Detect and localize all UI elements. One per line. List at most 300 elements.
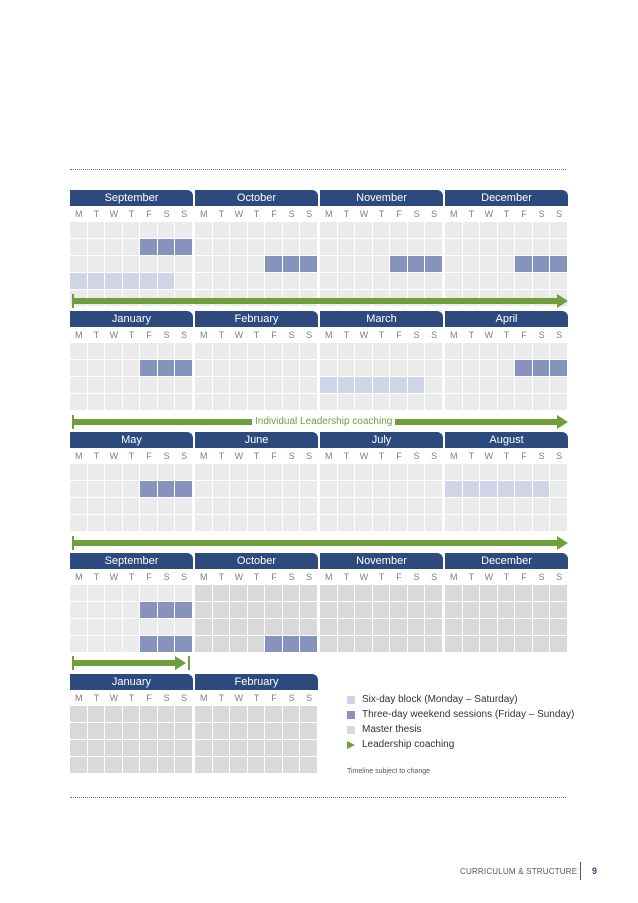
day-cell xyxy=(158,481,176,498)
day-cell xyxy=(515,464,533,481)
day-cell xyxy=(70,706,88,723)
day-cell xyxy=(480,222,498,239)
day-cell xyxy=(408,360,426,377)
weekday-label: S xyxy=(181,451,188,461)
weekday-label: F xyxy=(521,451,527,461)
weekday-label: T xyxy=(343,572,350,582)
day-cell xyxy=(105,740,123,757)
day-cell xyxy=(445,585,463,602)
day-cell xyxy=(175,394,193,411)
day-cell xyxy=(175,360,193,377)
day-grid xyxy=(70,585,193,653)
weekday-label: M xyxy=(450,572,458,582)
day-cell xyxy=(425,619,443,636)
day-cell xyxy=(213,222,231,239)
day-cell xyxy=(248,256,266,273)
day-grid xyxy=(70,464,193,532)
day-cell xyxy=(338,585,356,602)
day-cell xyxy=(498,343,516,360)
day-cell xyxy=(230,481,248,498)
weekday-label: S xyxy=(413,572,420,582)
day-cell xyxy=(445,394,463,411)
day-cell xyxy=(425,636,443,653)
month-july xyxy=(320,432,443,532)
weekday-label: F xyxy=(271,330,277,340)
day-cell xyxy=(105,723,123,740)
day-cell xyxy=(300,222,318,239)
day-cell xyxy=(373,515,391,532)
day-cell xyxy=(230,360,248,377)
day-cell xyxy=(123,602,141,619)
day-cell xyxy=(158,515,176,532)
day-cell xyxy=(248,740,266,757)
day-cell xyxy=(175,740,193,757)
day-cell xyxy=(283,636,301,653)
day-cell xyxy=(158,498,176,515)
day-cell xyxy=(265,602,283,619)
day-cell xyxy=(123,498,141,515)
day-cell xyxy=(230,377,248,394)
day-grid xyxy=(445,464,568,532)
day-cell xyxy=(230,602,248,619)
day-cell xyxy=(195,239,213,256)
day-cell xyxy=(300,343,318,360)
day-cell xyxy=(70,585,88,602)
day-cell xyxy=(105,619,123,636)
coaching-arrow xyxy=(72,656,190,670)
day-cell xyxy=(480,273,498,290)
weekday-label: S xyxy=(556,572,563,582)
day-cell xyxy=(355,360,373,377)
day-cell xyxy=(265,256,283,273)
day-cell xyxy=(265,394,283,411)
day-cell xyxy=(445,515,463,532)
day-cell xyxy=(140,256,158,273)
month-september xyxy=(70,553,193,653)
day-cell xyxy=(158,394,176,411)
day-cell xyxy=(390,377,408,394)
day-cell xyxy=(158,273,176,290)
weekday-label: S xyxy=(288,572,295,582)
day-cell xyxy=(70,723,88,740)
day-cell xyxy=(550,481,568,498)
legend xyxy=(347,692,574,752)
month-header: May xyxy=(70,432,193,448)
weekday-label: T xyxy=(128,330,135,340)
day-cell xyxy=(300,360,318,377)
day-cell xyxy=(70,740,88,757)
month-header: June xyxy=(195,432,318,448)
day-cell xyxy=(480,394,498,411)
day-cell xyxy=(123,740,141,757)
day-cell xyxy=(283,273,301,290)
day-cell xyxy=(463,377,481,394)
month-header: November xyxy=(320,553,443,569)
day-cell xyxy=(123,377,141,394)
weekday-label: S xyxy=(163,572,170,582)
day-cell xyxy=(338,222,356,239)
day-cell xyxy=(283,256,301,273)
day-cell xyxy=(105,481,123,498)
weekday-label: W xyxy=(359,451,369,461)
day-cell xyxy=(355,585,373,602)
arrow-shaft xyxy=(72,540,558,546)
day-cell xyxy=(300,256,318,273)
day-cell xyxy=(480,343,498,360)
month-november xyxy=(320,553,443,653)
day-cell xyxy=(390,498,408,515)
day-cell xyxy=(195,343,213,360)
day-cell xyxy=(105,360,123,377)
day-cell xyxy=(533,498,551,515)
weekday-label: S xyxy=(431,209,438,219)
day-cell xyxy=(123,394,141,411)
day-cell xyxy=(550,585,568,602)
day-cell xyxy=(175,723,193,740)
month-october xyxy=(195,190,318,307)
day-cell xyxy=(445,602,463,619)
day-cell xyxy=(88,515,106,532)
day-cell xyxy=(88,481,106,498)
legend-label: Leadership coaching xyxy=(362,739,455,750)
weekday-label: T xyxy=(218,330,225,340)
day-cell xyxy=(230,498,248,515)
day-cell xyxy=(480,602,498,619)
day-cell xyxy=(195,740,213,757)
arrow-right-icon xyxy=(557,294,568,308)
month-december xyxy=(445,553,568,653)
weekday-label: T xyxy=(503,451,510,461)
day-cell xyxy=(230,740,248,757)
day-cell xyxy=(390,481,408,498)
day-cell xyxy=(88,464,106,481)
day-cell xyxy=(355,343,373,360)
month-january xyxy=(70,311,193,411)
day-cell xyxy=(213,239,231,256)
day-cell xyxy=(195,273,213,290)
day-cell xyxy=(515,515,533,532)
weekday-row xyxy=(195,206,318,222)
day-cell xyxy=(390,239,408,256)
weekday-label: T xyxy=(468,330,475,340)
day-cell xyxy=(533,602,551,619)
day-cell xyxy=(105,757,123,774)
day-cell xyxy=(373,343,391,360)
weekday-label: F xyxy=(146,693,152,703)
day-cell xyxy=(283,602,301,619)
day-cell xyxy=(175,619,193,636)
day-cell xyxy=(355,481,373,498)
day-cell xyxy=(550,343,568,360)
day-cell xyxy=(175,515,193,532)
day-cell xyxy=(105,256,123,273)
day-cell xyxy=(373,602,391,619)
day-cell xyxy=(338,481,356,498)
day-cell xyxy=(213,394,231,411)
day-cell xyxy=(265,377,283,394)
day-cell xyxy=(408,273,426,290)
day-cell xyxy=(498,498,516,515)
day-cell xyxy=(70,239,88,256)
day-cell xyxy=(408,636,426,653)
weekday-label: S xyxy=(431,330,438,340)
day-cell xyxy=(140,619,158,636)
weekday-row xyxy=(70,690,193,706)
weekday-label: S xyxy=(538,209,545,219)
day-cell xyxy=(515,619,533,636)
day-cell xyxy=(213,619,231,636)
day-cell xyxy=(158,464,176,481)
day-cell xyxy=(533,239,551,256)
day-cell xyxy=(320,273,338,290)
day-cell xyxy=(338,394,356,411)
day-cell xyxy=(213,723,231,740)
day-cell xyxy=(463,464,481,481)
day-cell xyxy=(195,619,213,636)
day-cell xyxy=(88,706,106,723)
day-cell xyxy=(88,723,106,740)
day-cell xyxy=(338,464,356,481)
day-cell xyxy=(123,239,141,256)
weekday-label: W xyxy=(359,572,369,582)
day-cell xyxy=(283,740,301,757)
day-cell xyxy=(498,360,516,377)
day-cell xyxy=(105,515,123,532)
day-cell xyxy=(248,585,266,602)
weekday-label: T xyxy=(503,572,510,582)
day-cell xyxy=(445,481,463,498)
weekday-label: S xyxy=(181,209,188,219)
day-cell xyxy=(498,273,516,290)
day-cell xyxy=(463,619,481,636)
weekday-label: T xyxy=(93,693,100,703)
day-cell xyxy=(408,498,426,515)
day-cell xyxy=(175,273,193,290)
bottom-divider xyxy=(70,797,566,798)
day-cell xyxy=(533,464,551,481)
weekday-label: T xyxy=(93,330,100,340)
day-cell xyxy=(300,273,318,290)
day-cell xyxy=(498,394,516,411)
legend-label: Three-day weekend sessions (Friday – Sunday) xyxy=(362,709,575,720)
weekday-label: T xyxy=(378,572,385,582)
weekend-swatch-icon xyxy=(347,711,355,719)
weekday-label: T xyxy=(378,451,385,461)
timeline-note: Timeline subject to change xyxy=(347,768,431,775)
day-cell xyxy=(533,222,551,239)
day-cell xyxy=(390,360,408,377)
day-cell xyxy=(158,706,176,723)
day-cell xyxy=(175,256,193,273)
day-cell xyxy=(70,256,88,273)
weekday-label: T xyxy=(468,451,475,461)
day-cell xyxy=(88,740,106,757)
day-cell xyxy=(230,723,248,740)
weekday-label: F xyxy=(271,693,277,703)
weekday-label: S xyxy=(288,209,295,219)
day-cell xyxy=(425,481,443,498)
day-cell xyxy=(300,636,318,653)
day-cell xyxy=(515,256,533,273)
day-cell xyxy=(230,222,248,239)
legend-item-thesis xyxy=(347,722,574,737)
weekday-label: S xyxy=(306,209,313,219)
day-cell xyxy=(515,273,533,290)
day-cell xyxy=(408,464,426,481)
month-header: December xyxy=(445,190,568,206)
weekday-label: F xyxy=(396,572,402,582)
day-cell xyxy=(338,343,356,360)
footer-divider xyxy=(580,862,581,880)
weekday-label: F xyxy=(396,209,402,219)
weekday-label: F xyxy=(271,572,277,582)
day-cell xyxy=(390,602,408,619)
month-header: March xyxy=(320,311,443,327)
day-cell xyxy=(373,256,391,273)
month-header: September xyxy=(70,190,193,206)
legend-item-weekend xyxy=(347,707,574,722)
weekday-label: S xyxy=(431,572,438,582)
day-cell xyxy=(230,256,248,273)
day-cell xyxy=(175,636,193,653)
day-cell xyxy=(463,343,481,360)
day-cell xyxy=(373,377,391,394)
day-grid xyxy=(195,343,318,411)
day-cell xyxy=(480,515,498,532)
day-cell xyxy=(158,723,176,740)
month-header: January xyxy=(70,311,193,327)
day-cell xyxy=(140,360,158,377)
day-cell xyxy=(70,394,88,411)
weekday-row xyxy=(320,206,443,222)
day-cell xyxy=(70,481,88,498)
weekday-label: T xyxy=(253,209,260,219)
day-cell xyxy=(70,515,88,532)
month-header: February xyxy=(195,311,318,327)
legend-label: Six-day block (Monday – Saturday) xyxy=(362,694,518,705)
arrow-right-icon xyxy=(557,415,568,429)
day-cell xyxy=(175,239,193,256)
day-cell xyxy=(175,498,193,515)
coaching-arrow xyxy=(72,294,568,308)
day-cell xyxy=(123,636,141,653)
day-cell xyxy=(533,394,551,411)
arrow-right-icon xyxy=(347,741,355,749)
day-cell xyxy=(480,239,498,256)
day-cell xyxy=(320,464,338,481)
day-cell xyxy=(248,757,266,774)
day-cell xyxy=(498,377,516,394)
day-cell xyxy=(425,256,443,273)
day-cell xyxy=(175,757,193,774)
day-cell xyxy=(230,515,248,532)
day-cell xyxy=(140,602,158,619)
day-cell xyxy=(445,498,463,515)
legend-item-six-day xyxy=(347,692,574,707)
day-cell xyxy=(88,585,106,602)
weekday-label: S xyxy=(413,330,420,340)
month-header: August xyxy=(445,432,568,448)
weekday-label: S xyxy=(288,451,295,461)
weekday-label: W xyxy=(109,693,119,703)
day-cell xyxy=(283,394,301,411)
day-cell xyxy=(140,464,158,481)
day-cell xyxy=(355,239,373,256)
month-february xyxy=(195,311,318,411)
day-cell xyxy=(550,464,568,481)
legend-label: Master thesis xyxy=(362,724,422,735)
day-cell xyxy=(550,394,568,411)
day-cell xyxy=(320,515,338,532)
weekday-label: M xyxy=(75,693,83,703)
day-cell xyxy=(88,273,106,290)
day-cell xyxy=(213,740,231,757)
day-cell xyxy=(213,498,231,515)
day-grid xyxy=(195,464,318,532)
day-cell xyxy=(355,273,373,290)
day-cell xyxy=(248,723,266,740)
day-cell xyxy=(300,723,318,740)
month-october xyxy=(195,553,318,653)
weekday-label: T xyxy=(378,330,385,340)
day-cell xyxy=(265,515,283,532)
day-cell xyxy=(140,706,158,723)
weekday-label: T xyxy=(503,209,510,219)
day-cell xyxy=(158,343,176,360)
weekday-label: T xyxy=(343,330,350,340)
weekday-label: M xyxy=(200,209,208,219)
day-cell xyxy=(195,377,213,394)
day-cell xyxy=(265,619,283,636)
day-cell xyxy=(213,377,231,394)
day-cell xyxy=(320,585,338,602)
day-cell xyxy=(140,498,158,515)
day-cell xyxy=(498,222,516,239)
day-cell xyxy=(355,377,373,394)
weekday-row xyxy=(445,327,568,343)
day-cell xyxy=(248,222,266,239)
weekday-label: T xyxy=(128,451,135,461)
arrow-shaft xyxy=(72,660,176,666)
weekday-label: M xyxy=(200,572,208,582)
day-cell xyxy=(70,222,88,239)
day-cell xyxy=(480,256,498,273)
day-cell xyxy=(550,273,568,290)
day-grid xyxy=(70,343,193,411)
day-cell xyxy=(300,757,318,774)
day-cell xyxy=(248,360,266,377)
arrow-right-icon xyxy=(175,656,186,670)
day-cell xyxy=(463,636,481,653)
weekday-label: M xyxy=(200,693,208,703)
day-cell xyxy=(550,256,568,273)
day-cell xyxy=(70,619,88,636)
weekday-label: T xyxy=(218,572,225,582)
day-cell xyxy=(355,394,373,411)
day-cell xyxy=(70,273,88,290)
day-cell xyxy=(88,498,106,515)
weekday-label: S xyxy=(163,693,170,703)
day-cell xyxy=(300,706,318,723)
day-cell xyxy=(355,619,373,636)
day-cell xyxy=(265,636,283,653)
weekday-label: W xyxy=(234,209,244,219)
day-cell xyxy=(248,377,266,394)
day-cell xyxy=(320,377,338,394)
day-cell xyxy=(230,464,248,481)
weekday-row xyxy=(445,448,568,464)
weekday-label: S xyxy=(306,572,313,582)
